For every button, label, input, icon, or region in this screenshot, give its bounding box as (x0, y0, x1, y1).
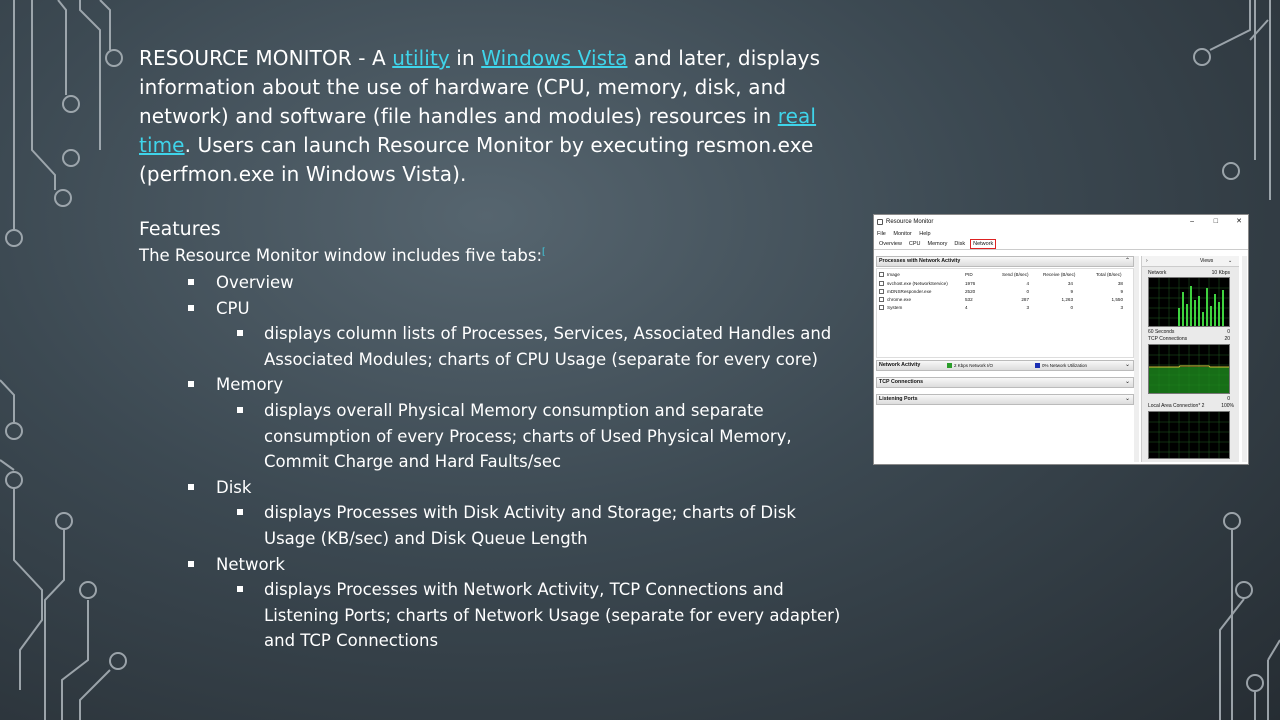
chevron-down-icon: ⌄ (1124, 379, 1130, 385)
col-total: Total (B/sec) (1096, 272, 1122, 277)
rm-menu-file: File (877, 231, 886, 237)
rm-menu-monitor: Monitor (893, 231, 912, 237)
windows-vista-link[interactable]: Windows Vista (481, 46, 628, 70)
graph-tcp-min: 0 (1227, 396, 1230, 402)
cell-image: svchost.exe (NetworkService) (887, 281, 948, 286)
tab-name: Network (216, 554, 285, 574)
network-graph (1148, 277, 1230, 327)
rm-section-listening (876, 394, 1134, 405)
cell-total: 1,550 (1111, 297, 1123, 302)
section-label: Processes with Network Activity (879, 258, 961, 264)
checkbox-icon (879, 289, 884, 294)
cell-send: 3 (1026, 305, 1029, 310)
cell-image: mDNSResponder.exe (887, 289, 932, 294)
tab-description: displays column lists of Processes, Services, Associated Handles and Associated Modules; charts of CPU Usage (separate for every core) (264, 321, 846, 372)
network-graph-plot (1149, 278, 1230, 327)
graph-tcp-label: TCP Connections (1148, 336, 1188, 342)
resource-monitor-screenshot (873, 214, 1249, 465)
tcp-graph-plot (1149, 345, 1230, 394)
maximize-icon: □ (1213, 218, 1218, 225)
cell-total: 3 (1120, 305, 1123, 310)
table-row (877, 304, 1133, 312)
graph-tcp-max: 20 (1224, 336, 1230, 342)
tab-item-cpu (186, 296, 846, 373)
close-icon: ✕ (1236, 218, 1242, 225)
tab-description: displays Processes with Disk Activity and Storage; charts of Disk Usage (KB/sec) and Disk Queue Length (264, 500, 846, 551)
rm-tab-bar (874, 239, 1248, 250)
expand-arrow-icon: › (1146, 258, 1148, 264)
legend-io-text: 2 Kbps Network I/O (954, 363, 994, 368)
legend-util-text: 0% Network Utilization (1042, 363, 1088, 368)
cell-image: System (887, 305, 903, 310)
legend-io (947, 361, 993, 370)
tcp-graph (1148, 344, 1230, 394)
cell-receive: 0 (1070, 305, 1073, 310)
tab-item-memory (186, 372, 846, 474)
features-intro (139, 246, 546, 265)
rm-tab-cpu: CPU (908, 241, 921, 247)
col-receive: Receive (B/sec) (1043, 272, 1076, 277)
lan-graph (1148, 411, 1230, 459)
cell-total: 9 (1120, 289, 1123, 294)
tab-name: Disk (216, 477, 252, 497)
cell-pid: 1976 (965, 281, 976, 286)
col-pid: PID (965, 272, 973, 277)
rm-left-pane (876, 256, 1134, 462)
cell-pid: 532 (965, 297, 973, 302)
cell-send: 0 (1026, 289, 1029, 294)
tab-name: Overview (216, 273, 294, 292)
app-icon (877, 219, 883, 225)
rm-tab-overview: Overview (879, 241, 902, 247)
intro-paragraph (139, 44, 859, 189)
cell-total: 38 (1117, 281, 1123, 286)
col-send: Send (B/sec) (1002, 272, 1029, 277)
section-label: Listening Ports (879, 396, 918, 402)
checkbox-icon (879, 281, 884, 286)
tab-item-disk (186, 475, 846, 552)
graph-lan-label: Local Area Connection* 2 (1148, 403, 1205, 409)
rm-scrollbar-right (1242, 256, 1247, 462)
rm-menu-help: Help (919, 231, 931, 237)
checkbox-icon (879, 297, 884, 302)
circuit-decoration-left (0, 0, 160, 720)
intro-end: . Users can launch Resource Monitor by executing resmon.exe (perfmon.exe in Windows Vista). (139, 133, 814, 186)
rm-section-processes (876, 256, 1134, 267)
rm-tab-disk: Disk (954, 241, 966, 247)
rm-tab-network: Network (970, 239, 996, 249)
checkbox-icon (879, 305, 884, 310)
tab-name: CPU (216, 298, 250, 318)
views-button: Views (1200, 258, 1214, 264)
legend-swatch-blue (1035, 363, 1040, 368)
table-row (877, 296, 1133, 304)
cell-receive: 34 (1067, 281, 1073, 286)
cell-receive: 1,263 (1061, 297, 1073, 302)
graph-network-max: 10 Kbps (1211, 270, 1230, 276)
rm-process-table (876, 268, 1134, 358)
rm-graph-pane (1141, 256, 1239, 462)
table-row (877, 280, 1133, 288)
legend-util (1035, 361, 1087, 370)
views-dropdown-icon: ⌄ (1228, 258, 1233, 264)
footnote-marker[interactable]: [ (542, 247, 546, 258)
cell-send: 287 (1021, 297, 1029, 302)
rm-title: Resource Monitor (886, 219, 934, 225)
tab-name: Memory (216, 375, 284, 395)
intro-middle: and later, displays information about the use of hardware (CPU, memory, disk, and network) and software (file handles and modules) resources in (139, 46, 821, 128)
section-label: TCP Connections (879, 379, 924, 385)
chevron-up-icon: ⌃ (1124, 258, 1130, 264)
minimize-icon: – (1190, 218, 1194, 225)
rm-section-network-activity (876, 360, 1134, 371)
cell-receive: 9 (1070, 289, 1073, 294)
tab-item-network (186, 552, 846, 654)
table-row (877, 288, 1133, 296)
tab-description: displays overall Physical Memory consumption and separate consumption of every Process; charts of Used Physical Memory, Commit Charge and Hard Faults/sec (264, 398, 846, 475)
tab-item-overview (186, 270, 846, 296)
graph-time-label: 60 Seconds (1148, 329, 1175, 335)
intro-in: in (449, 46, 482, 70)
cell-send: 4 (1026, 281, 1029, 286)
legend-swatch-green (947, 363, 952, 368)
tabs-list (186, 270, 846, 654)
graph-network-label: Network (1148, 270, 1167, 276)
cell-image: chrome.exe (887, 297, 912, 302)
section-label: Network Activity (879, 362, 921, 368)
graph-lan-max: 100% (1221, 403, 1234, 409)
lan-graph-plot (1149, 412, 1230, 459)
cell-pid: 4 (965, 305, 968, 310)
rm-scrollbar (1134, 256, 1139, 462)
rm-tab-memory: Memory (927, 241, 948, 247)
rm-section-tcp (876, 377, 1134, 388)
chevron-down-icon: ⌄ (1124, 396, 1130, 402)
chevron-down-icon: ⌄ (1124, 362, 1130, 368)
real-time-link[interactable]: real time (139, 104, 817, 157)
features-intro-text: The Resource Monitor window includes five tabs: (139, 246, 543, 265)
rm-title-bar (874, 215, 1248, 229)
tab-description: displays Processes with Network Activity, TCP Connections and Listening Ports; charts of Network Usage (separate for every adapter) and TCP Connections (264, 577, 846, 654)
checkbox-icon (879, 272, 884, 277)
features-heading: Features (139, 218, 221, 240)
intro-prefix: RESOURCE MONITOR - A (139, 46, 393, 70)
col-image: Image (887, 272, 900, 277)
cell-pid: 2520 (965, 289, 976, 294)
table-header (877, 271, 1133, 279)
utility-link[interactable]: utility (392, 46, 450, 70)
rm-menu-bar (874, 229, 1248, 239)
graph-network-min: 0 (1227, 329, 1230, 335)
rm-graph-header (1142, 256, 1239, 267)
